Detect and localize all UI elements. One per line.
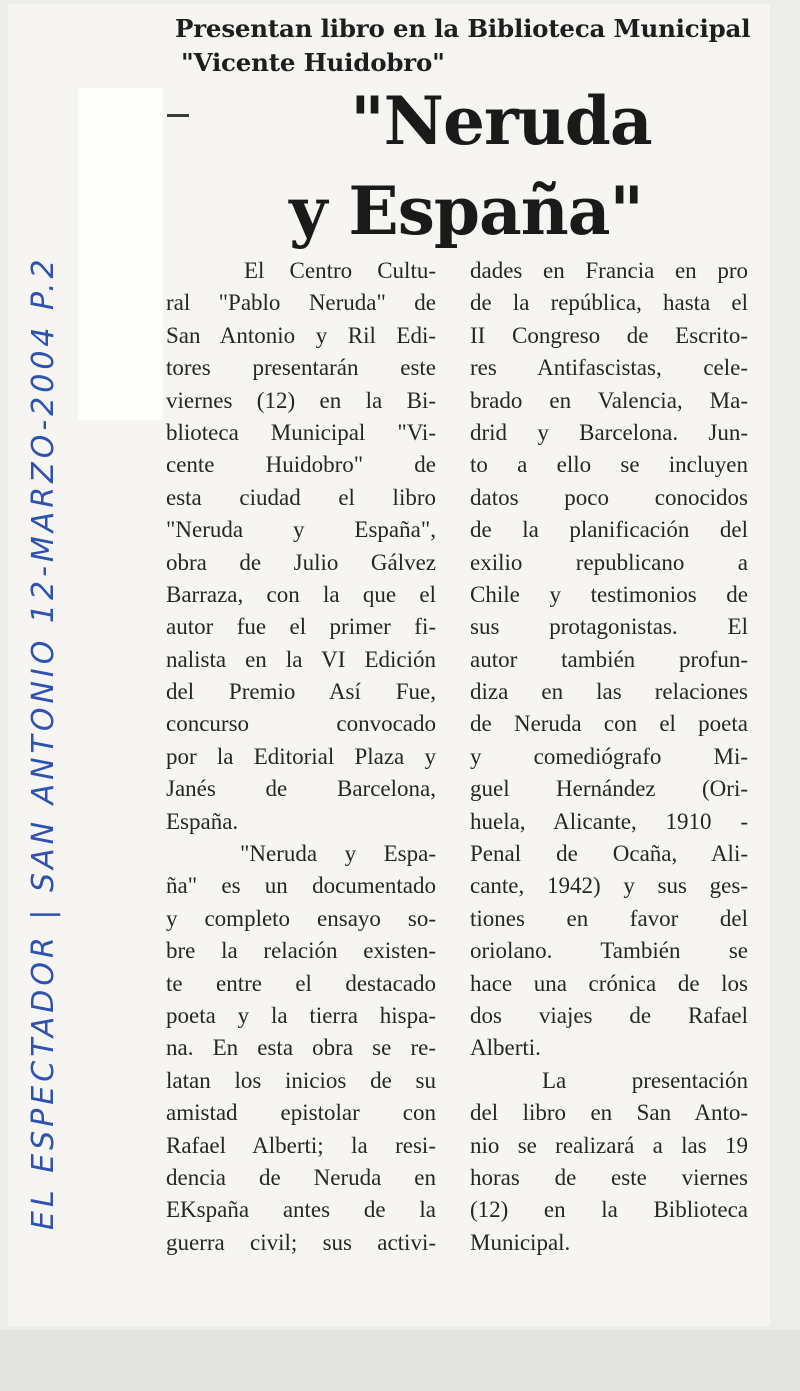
photo-cutout-area	[78, 88, 163, 420]
article-text-line: de Neruda con el poeta	[470, 711, 748, 737]
article-text-line: por la Editorial Plaza y	[166, 743, 436, 769]
article-text-line: y comediógrafo Mi-	[470, 743, 748, 769]
article-text-line: de la planificación del	[470, 517, 748, 543]
article-text-line: "Neruda y Espa-	[240, 841, 436, 867]
article-text-line: bre la relación existen-	[166, 938, 436, 964]
article-text-line: Rafael Alberti; la resi-	[166, 1132, 436, 1158]
article-kicker	[175, 12, 765, 80]
article-text-line: to a ello se incluyen	[470, 452, 748, 478]
article-text-line: huela, Alicante, 1910 -	[470, 808, 748, 834]
article-text-line: brado en Valencia, Ma-	[470, 387, 748, 413]
article-text-line: (12) en la Biblioteca	[470, 1197, 748, 1223]
article-text-line: España.	[166, 808, 239, 834]
article-text-line: viernes (12) en la Bi-	[166, 387, 436, 413]
article-text-line: tiones en favor del	[470, 905, 748, 931]
article-text-line: horas de este viernes	[470, 1164, 748, 1190]
article-text-line: obra de Julio Gálvez	[166, 549, 436, 575]
article-text-line: cante, 1942) y sus ges-	[470, 873, 748, 899]
article-text-line: Chile y testimonios de	[470, 581, 748, 607]
handwritten-source-note: EL ESPECTADOR | SAN ANTONIO 12-MARZO-2004 P.2	[26, 255, 61, 1230]
article-text-line: San Antonio y Ril Edi-	[166, 322, 436, 348]
article-text-line: poeta y la tierra hispa-	[166, 1002, 436, 1028]
article-text-line: II Congreso de Escrito-	[470, 322, 748, 348]
article-text-line: te entre el destacado	[166, 970, 436, 996]
article-text-line: datos poco conocidos	[470, 484, 748, 510]
article-text-line: res Antifascistas, cele-	[470, 355, 748, 381]
article-text-line: autor también profun-	[470, 646, 748, 672]
article-text-line: exilio republicano a	[470, 549, 748, 575]
article-text-line: concurso convocado	[166, 711, 436, 737]
article-text-line: esta ciudad el libro	[166, 484, 436, 510]
article-text-line: amistad epistolar con	[166, 1100, 436, 1126]
article-text-line: dencia de Neruda en	[166, 1164, 436, 1190]
article-text-line: Municipal.	[470, 1229, 571, 1255]
article-text-line: del Premio Así Fue,	[166, 679, 436, 705]
article-text-line: latan los inicios de su	[166, 1067, 436, 1093]
article-text-line: oriolano. También se	[470, 938, 748, 964]
article-text-line: nalista en la VI Edición	[166, 646, 436, 672]
article-text-line: ña" es un documentado	[166, 873, 436, 899]
article-text-line: "Neruda y España",	[166, 517, 436, 543]
headline-line: "Neruda	[350, 82, 652, 160]
article-text-line: drid y Barcelona. Jun-	[470, 419, 748, 445]
article-text-line: EKspaña antes de la	[166, 1197, 436, 1223]
kicker-line: "Vicente Huidobro"	[181, 48, 445, 77]
article-text-line: autor fue el primer fi-	[166, 614, 436, 640]
article-text-line: cente Huidobro" de	[166, 452, 436, 478]
article-text-line: La presentación	[542, 1067, 748, 1093]
article-text-line: tores presentarán este	[166, 355, 436, 381]
article-text-line: blioteca Municipal "Vi-	[166, 419, 436, 445]
kicker-line: Presentan libro en la Biblioteca Municipal	[175, 14, 751, 43]
article-text-line: dades en Francia en pro	[470, 258, 748, 283]
article-text-line: Barraza, con la que el	[166, 581, 436, 607]
article-text-line: guerra civil; sus activi-	[166, 1229, 436, 1255]
scan-margin	[0, 1330, 800, 1391]
article-text-line: na. En esta obra se re-	[166, 1035, 436, 1061]
article-text-line: Janés de Barcelona,	[166, 776, 436, 802]
decorative-dash	[167, 114, 189, 117]
article-text-line: ral "Pablo Neruda" de	[166, 290, 436, 316]
headline-line: y España"	[289, 172, 643, 250]
article-headline	[200, 76, 760, 256]
article-text-line: de la república, hasta el	[470, 290, 748, 316]
article-text-line: El Centro Cultu-	[244, 258, 436, 283]
article-column-left	[166, 255, 436, 1259]
article-text-line: sus protagonistas. El	[470, 614, 748, 640]
article-text-line: hace una crónica de los	[470, 970, 748, 996]
article-text-line: y completo ensayo so-	[166, 905, 436, 931]
article-column-right	[470, 255, 748, 1259]
article-text-line: diza en las relaciones	[470, 679, 748, 705]
article-text-line: del libro en San Anto-	[470, 1100, 748, 1126]
article-text-line: dos viajes de Rafael	[470, 1002, 748, 1028]
article-text-line: nio se realizará a las 19	[470, 1132, 748, 1158]
article-text-line: Alberti.	[470, 1035, 541, 1061]
article-text-line: guel Hernández (Ori-	[470, 776, 748, 802]
article-text-line: Penal de Ocaña, Ali-	[470, 841, 748, 867]
